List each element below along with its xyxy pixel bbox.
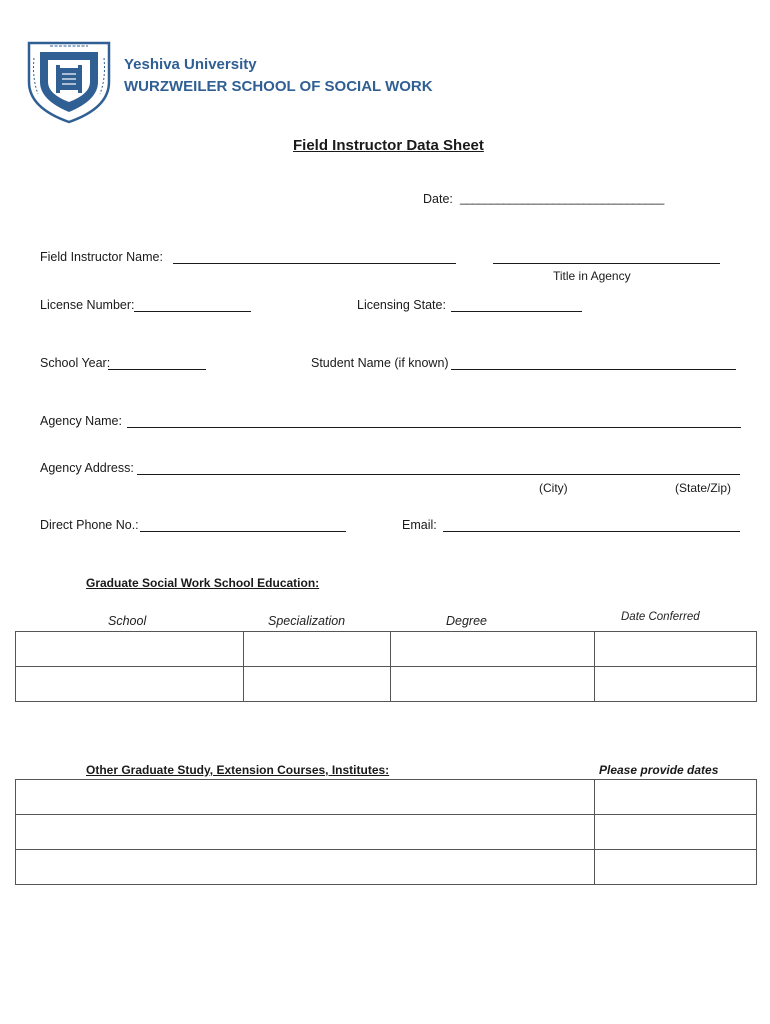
table-cell[interactable]	[16, 780, 595, 815]
student-name-field[interactable]	[451, 369, 736, 370]
school-name: WURZWEILER SCHOOL OF SOCIAL WORK	[124, 78, 433, 95]
table-row	[16, 780, 757, 815]
table-cell[interactable]	[595, 667, 757, 702]
license-number-label: License Number:	[40, 298, 135, 312]
other-study-table	[15, 779, 757, 885]
title-in-agency-field[interactable]	[493, 263, 720, 264]
licensing-state-label: Licensing State:	[357, 298, 446, 312]
city-label: (City)	[539, 481, 568, 495]
column-header-school: School	[108, 614, 147, 628]
table-row	[16, 632, 757, 667]
table-cell[interactable]	[244, 667, 391, 702]
table-row	[16, 815, 757, 850]
table-cell[interactable]	[16, 667, 244, 702]
state-zip-label: (State/Zip)	[675, 481, 732, 495]
table-cell[interactable]	[391, 667, 595, 702]
other-study-heading: Other Graduate Study, Extension Courses, Institutes:	[86, 763, 390, 777]
table-cell[interactable]	[595, 815, 757, 850]
direct-phone-field[interactable]	[140, 531, 346, 532]
email-label: Email:	[402, 518, 437, 532]
table-row	[16, 667, 757, 702]
school-year-label: School Year:	[40, 356, 111, 370]
agency-address-label: Agency Address:	[40, 461, 134, 475]
please-provide-dates-label: Please provide dates	[599, 763, 719, 777]
table-cell[interactable]	[595, 850, 757, 885]
agency-name-field[interactable]	[127, 427, 741, 428]
table-cell[interactable]	[595, 632, 757, 667]
table-cell[interactable]	[16, 850, 595, 885]
student-name-label: Student Name (if known)	[311, 356, 449, 370]
table-cell[interactable]	[391, 632, 595, 667]
agency-name-label: Agency Name:	[40, 414, 122, 428]
date-label: Date:	[423, 192, 453, 206]
direct-phone-label: Direct Phone No.:	[40, 518, 139, 532]
table-cell[interactable]	[16, 632, 244, 667]
page-title: Field Instructor Data Sheet	[293, 137, 484, 154]
university-name: Yeshiva University	[124, 56, 257, 73]
education-heading: Graduate Social Work School Education:	[86, 576, 320, 590]
school-year-field[interactable]	[108, 369, 206, 370]
column-header-specialization: Specialization	[268, 614, 346, 628]
university-seal-icon	[26, 38, 112, 124]
table-cell[interactable]	[16, 815, 595, 850]
education-table	[15, 631, 757, 702]
field-instructor-name-field[interactable]	[173, 263, 456, 264]
date-field[interactable]: _________________________________	[460, 191, 664, 205]
table-cell[interactable]	[595, 780, 757, 815]
table-cell[interactable]	[244, 632, 391, 667]
title-in-agency-label: Title in Agency	[553, 269, 631, 283]
email-field[interactable]	[443, 531, 740, 532]
column-header-date-conferred: Date Conferred	[621, 611, 700, 623]
column-header-degree: Degree	[446, 614, 487, 628]
licensing-state-field[interactable]	[451, 311, 582, 312]
agency-address-field[interactable]	[137, 474, 740, 475]
license-number-field[interactable]	[134, 311, 251, 312]
field-instructor-name-label: Field Instructor Name:	[40, 250, 163, 264]
table-row	[16, 850, 757, 885]
